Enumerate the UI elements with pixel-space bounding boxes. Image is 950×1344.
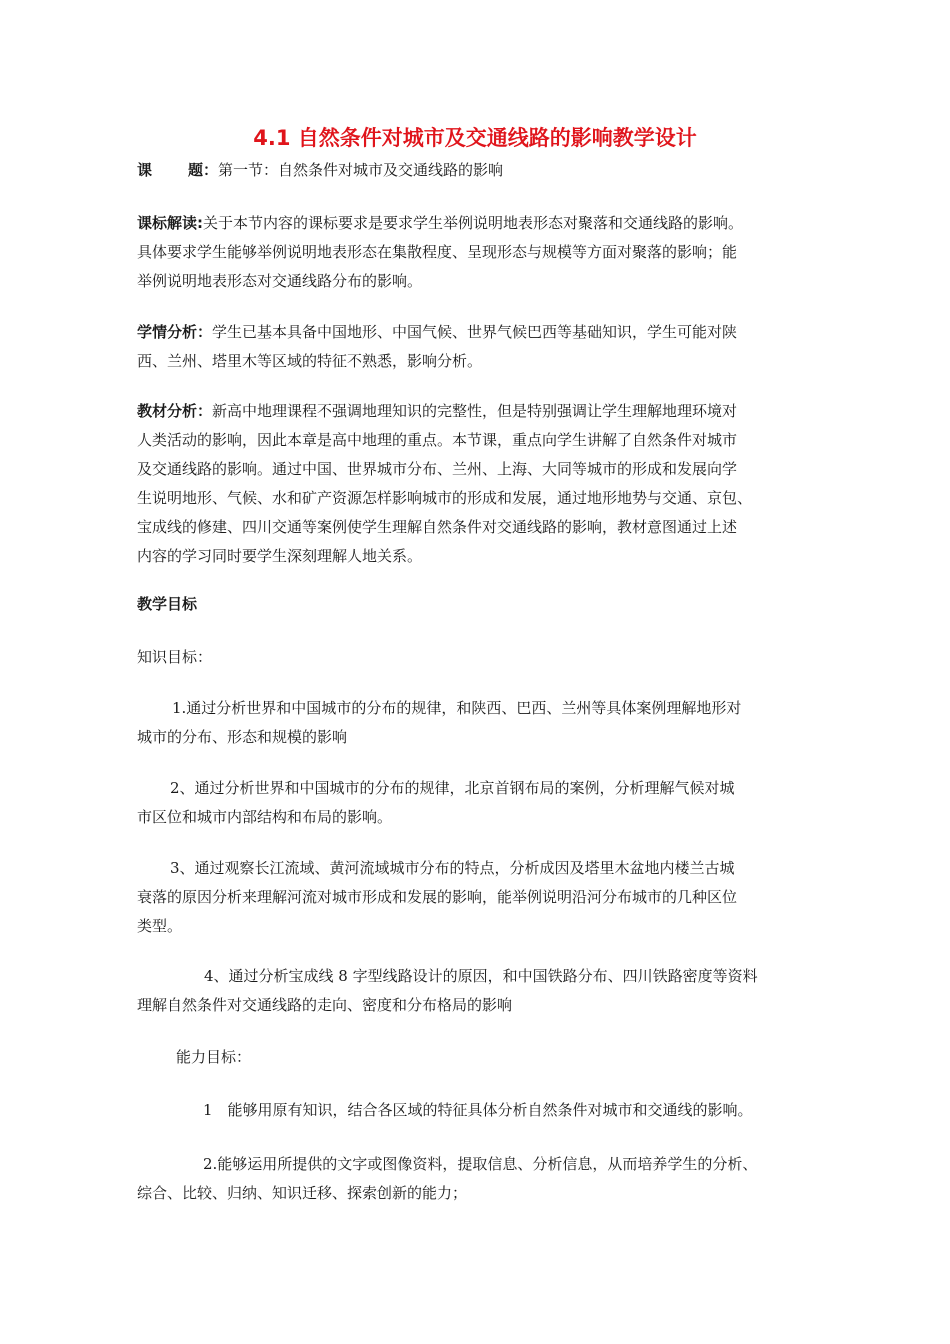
standard-section [137, 209, 817, 296]
material-line-3: 及交通线路的影响。通过中国、世界城市分布、兰州、上海、大同等城市的形成和发展向学 [137, 460, 738, 478]
ability-item-1 [137, 1096, 817, 1125]
knowledge-heading: 知识目标： [137, 648, 213, 666]
knowledge-item-3-line-1: 3、通过观察长江流域、黄河流域城市分布的特点，分析成因及塔里木盆地内楼兰古城 [170, 859, 735, 877]
students-section [137, 318, 817, 376]
ability-heading-block [137, 1043, 817, 1072]
document-title: 4.1 自然条件对城市及交通线路的影响教学设计 [253, 126, 697, 150]
ability-heading: 能力目标： [176, 1048, 252, 1066]
knowledge-item-2-line-1: 2、通过分析世界和中国城市的分布的规律，北京首钢布局的案例，分析理解气候对城 [170, 779, 735, 797]
knowledge-item-1-line-2: 城市的分布、形态和规模的影响 [137, 728, 348, 746]
ability-item-1-line: 1 能够用原有知识，结合各区域的特征具体分析自然条件对城市和交通线的影响。 [203, 1101, 753, 1119]
standard-label: 课标解读: [137, 214, 203, 232]
material-line-2: 人类活动的影响，因此本章是高中地理的重点。本节课，重点向学生讲解了自然条件对城市 [137, 431, 738, 449]
knowledge-item-3 [137, 854, 817, 941]
standard-line-3: 举例说明地表形态对交通线路分布的影响。 [137, 272, 423, 290]
material-label: 教材分析： [137, 402, 213, 420]
material-line-6: 内容的学习同时要学生深刻理解人地关系。 [137, 547, 423, 565]
knowledge-item-2 [137, 774, 817, 832]
material-line-4: 生说明地形、气候、水和矿产资源怎样影响城市的形成和发展，通过地形地势与交通、京包、 [137, 489, 753, 507]
material-line-1: 新高中地理课程不强调地理知识的完整性，但是特别强调让学生理解地理环境对 [212, 402, 738, 420]
ability-item-2-line-2: 综合、比较、归纳、知识迁移、探索创新的能力； [137, 1184, 468, 1202]
knowledge-item-2-line-2: 市区位和城市内部结构和布局的影响。 [137, 808, 393, 826]
students-line-2: 西、兰州、塔里木等区域的特征不熟悉，影响分析。 [137, 352, 483, 370]
knowledge-item-3-line-2: 衰落的原因分析来理解河流对城市形成和发展的影响，能举例说明沿河分布城市的几种区位 [137, 888, 738, 906]
ability-item-2 [137, 1150, 817, 1208]
knowledge-heading-block [137, 643, 817, 672]
topic-section [137, 156, 817, 185]
knowledge-item-4 [137, 962, 817, 1020]
knowledge-item-4-line-1: 4、通过分析宝成线 8 字型线路设计的原因，和中国铁路分布、四川铁路密度等资料 [204, 967, 758, 985]
goals-heading-block [137, 590, 817, 619]
students-label: 学情分析： [137, 323, 213, 341]
knowledge-item-3-line-3: 类型。 [137, 917, 183, 935]
topic-label-2: 题： [188, 161, 219, 179]
topic-text: 第一节：自然条件对城市及交通线路的影响 [218, 161, 504, 179]
knowledge-item-1 [137, 694, 817, 752]
goals-heading: 教学目标 [137, 595, 198, 613]
material-section [137, 397, 817, 571]
students-line-1: 学生已基本具备中国地形、中国气候、世界气候巴西等基础知识，学生可能对陕 [212, 323, 738, 341]
standard-line-2: 具体要求学生能够举例说明地表形态在集散程度、呈现形态与规模等方面对聚落的影响；能 [137, 243, 738, 261]
knowledge-item-4-line-2: 理解自然条件对交通线路的走向、密度和分布格局的影响 [137, 996, 513, 1014]
ability-item-2-line-1: 2.能够运用所提供的文字或图像资料，提取信息、分析信息，从而培养学生的分析、 [203, 1155, 758, 1173]
material-line-5: 宝成线的修建、四川交通等案例使学生理解自然条件对交通线路的影响，教材意图通过上述 [137, 518, 738, 536]
standard-line-1: 关于本节内容的课标要求是要求学生举例说明地表形态对聚落和交通线路的影响。 [203, 214, 744, 232]
topic-label-1: 课 [137, 161, 153, 179]
knowledge-item-1-line-1: 1.通过分析世界和中国城市的分布的规律，和陕西、巴西、兰州等具体案例理解地形对 [172, 699, 742, 717]
